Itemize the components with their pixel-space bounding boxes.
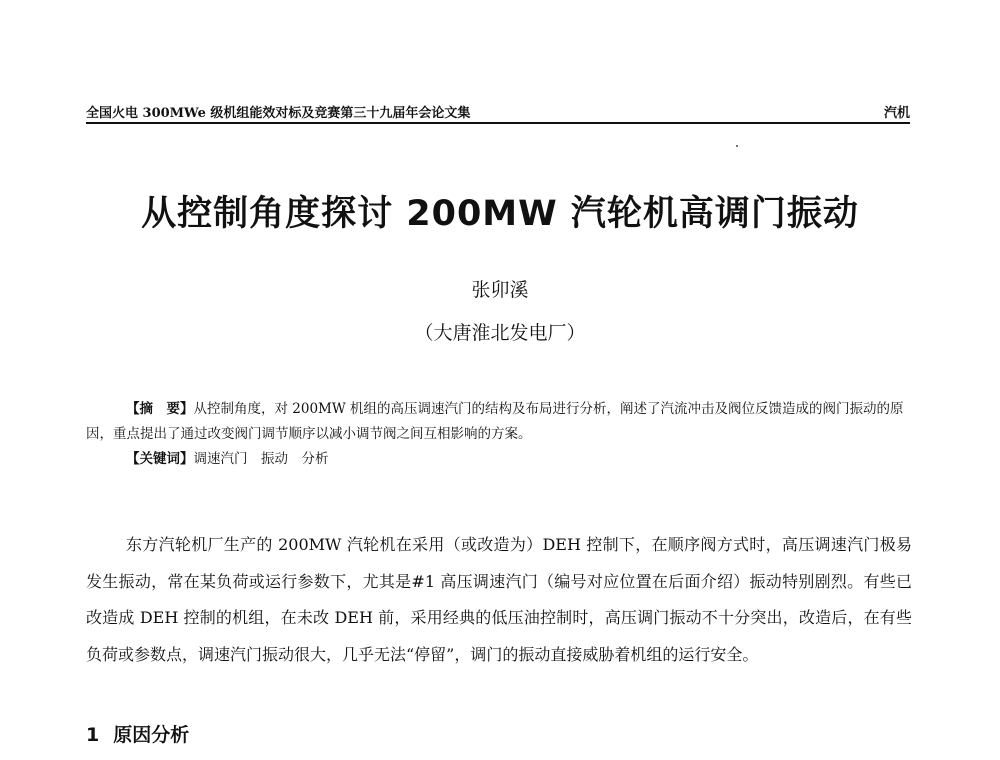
paper-title: 从控制角度探讨 200MW 汽轮机高调门振动 [141, 194, 859, 234]
header-section-name: 汽机 [883, 106, 910, 121]
abstract-block [86, 397, 910, 472]
scan-speck [736, 145, 738, 147]
abstract-paragraph [86, 397, 910, 447]
section-title: 原因分析 [113, 724, 190, 746]
author-name: 张卯溪 [471, 279, 529, 301]
keywords-line [86, 447, 910, 472]
abstract-label: 【摘 要】 [126, 401, 194, 417]
author-affiliation: （大唐淮北发电厂） [414, 322, 586, 344]
keywords-label: 【关键词】 [126, 451, 194, 467]
body-paragraph: 东方汽轮机厂生产的 200MW 汽轮机在采用（或改造为）DEH 控制下，在顺序阀方式时，高压调速汽门极易发生振动，常在某负荷或运行参数下，尤其是#1 高压调速汽门（编号对应位置在后面介绍）振动特别剧烈。有些已改造成 DEH 控制的机组，在未改 DEH 前，采用经典的低压油控制时，高压调门振动不十分突出，改造后，在有些负荷或参数点，调速汽门振动很大，几乎无法“停留”，调门的振动直接威胁着机组的运行安全。 [86, 535, 912, 664]
section-heading [86, 720, 189, 747]
running-header [86, 100, 910, 124]
keywords-text: 调速汽门 振动 分析 [193, 451, 329, 467]
abstract-text: 从控制角度，对 200MW 机组的高压调速汽门的结构及布局进行分析，阐述了汽流冲击及阀位反馈造成的阀门振动的原因，重点提出了通过改变阀门调节顺序以减小调节阀之间互相影响的方案。 [86, 401, 904, 442]
section-number: 1 [86, 724, 100, 746]
header-proceedings-title: 全国火电 300MWe 级机组能效对标及竞赛第三十九届年会论文集 [86, 106, 471, 121]
